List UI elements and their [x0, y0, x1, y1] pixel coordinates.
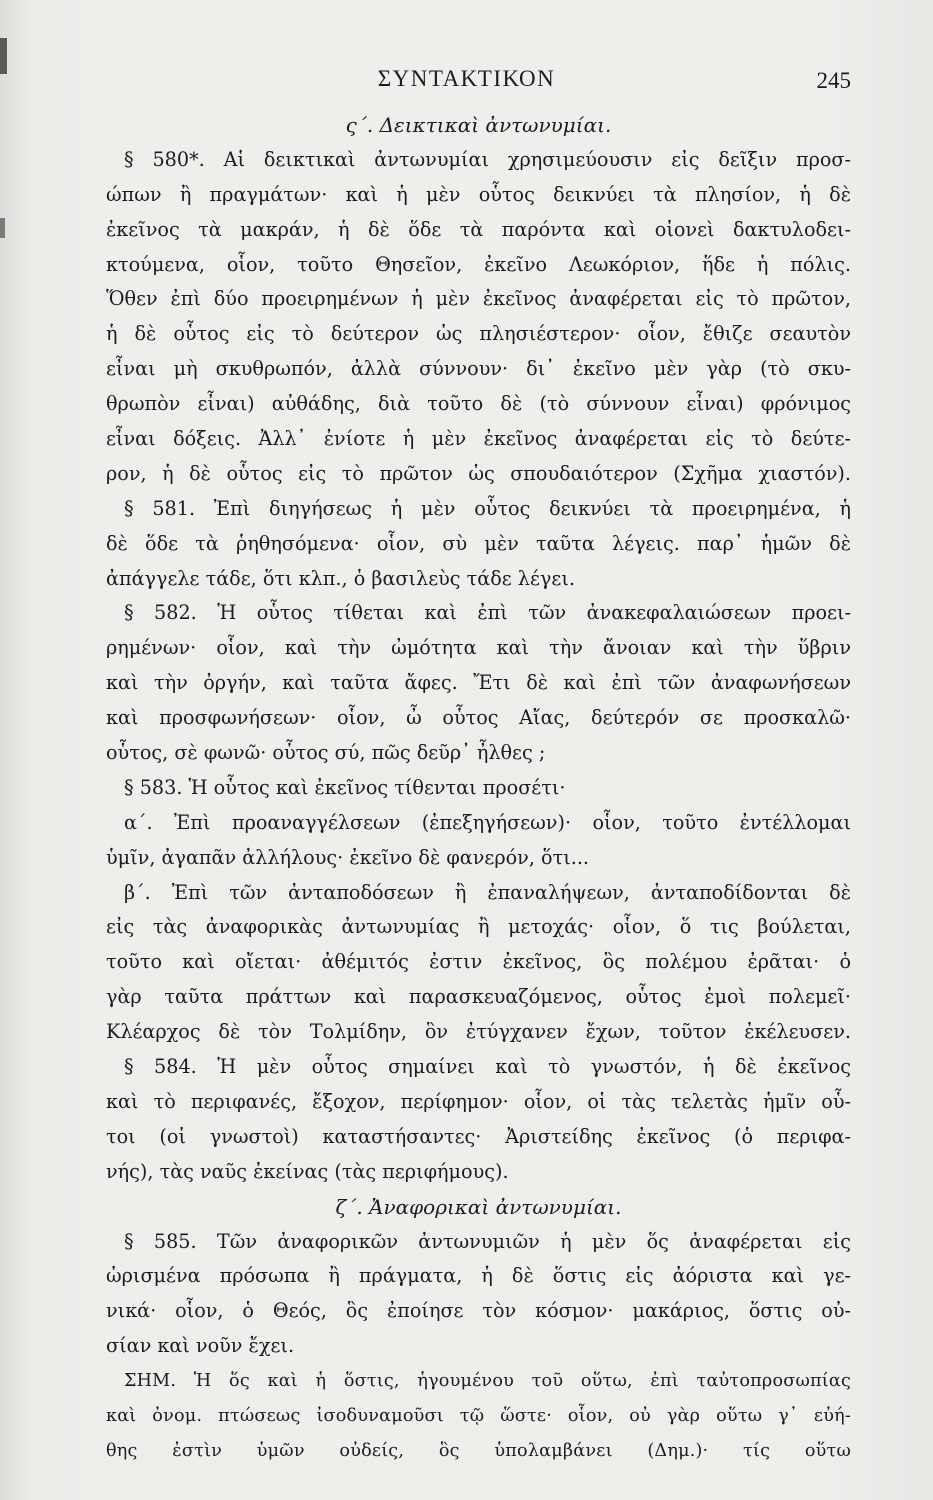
text-line: καὶ προσφωνήσεων· οἷον, ὦ οὗτος Αἴας, δεύτερόν σε προσκαλῶ·	[106, 706, 851, 730]
text-line: νής), τὰς ναῦς ἐκείνας (τὰς περιφήμους).	[106, 1159, 509, 1183]
text-line: ὡρισμένα πρόσωπα ἢ πράγματα, ἡ δὲ ὅστις εἰς ἀόριστα καὶ γε-	[106, 1264, 851, 1288]
page-number: 245	[816, 68, 851, 93]
text-line: τοι (οἱ γνωστοὶ) καταστήσαντες· Ἀριστείδης ἐκεῖνος (ὁ περιφα-	[106, 1124, 851, 1148]
text-line: εἶναι δόξεις. Ἀλλ᾽ ἐνίοτε ἡ μὲν ἐκεῖνος ἀναφέρεται εἰς τὸ δεύτε-	[106, 427, 851, 451]
text-line: ώπων ἢ πραγμάτων· καὶ ἡ μὲν οὗτος δεικνύει τὰ πλησίον, ἡ δὲ	[106, 182, 851, 206]
text-line: § 585. Τῶν ἀναφορικῶν ἀντωνυμιῶν ἡ μὲν ὅς ἀναφέρεται εἰς	[124, 1229, 851, 1253]
text-line: σίαν καὶ νοῦν ἔχει.	[106, 1334, 295, 1358]
text-line: ἡ δὲ οὗτος εἰς τὸ δεύτερον ὡς πλησιέστερον· οἷον, ἔθιζε σεαυτὸν	[106, 322, 851, 346]
text-line: οὗτος, σὲ φωνῶ· οὗτος σύ, πῶς δεῦρ᾽ ἦλθες ;	[106, 741, 546, 765]
text-line: κτούμενα, οἷον, τοῦτο Θησεῖον, ἐκεῖνο Λεωκόριον, ἥδε ἡ πόλις.	[106, 252, 851, 276]
text-line: β΄. Ἐπὶ τῶν ἀνταποδόσεων ἢ ἐπαναλήψεων, ἀνταποδίδονται δὲ	[124, 880, 851, 904]
text-line: τοῦτο καὶ οἴεται· ἀθέμιτός ἐστιν ἐκεῖνος, ὃς πολέμου ἐρᾶται· ὁ	[106, 950, 851, 974]
note-line: θης ἐστὶν ὑμῶν οὐδείς, ὃς ὑπολαμβάνει (Δημ.)· τίς οὕτω	[106, 1440, 851, 1461]
text-line: α΄. Ἐπὶ προαναγγέλσεων (ἐπεξηγήσεων)· οἷον, τοῦτο ἐντέλλομαι	[124, 810, 851, 834]
text-line: Ὅθεν ἐπὶ δύο προειρημένων ἡ μὲν ἐκεῖνος ἀναφέρεται εἰς τὸ πρῶτον,	[106, 287, 851, 311]
text-line: ρημένων· οἷον, καὶ τὴν ὠμότητα καὶ τὴν ἄνοιαν καὶ τὴν ὕβριν	[106, 636, 851, 660]
text-line: θρωπὸν εἶναι) αὐθάδης, διὰ τοῦτο δὲ (τὸ σύννουν εἶναι) φρόνιμος	[106, 392, 851, 416]
text-line: § 584. Ἡ μὲν οὗτος σημαίνει καὶ τὸ γνωστόν, ἡ δὲ ἐκεῖνος	[124, 1055, 851, 1079]
section-heading: ς΄. Δεικτικαὶ ἀντωνυμίαι.	[345, 113, 612, 137]
text-line: § 582. Ἡ οὗτος τίθεται καὶ ἐπὶ τῶν ἀνακεφαλαιώσεων προει-	[124, 601, 851, 625]
text-line: καὶ τὴν ὀργήν, καὶ ταῦτα ἄφες. Ἔτι δὲ καὶ ἐπὶ τῶν ἀναφωνήσεων	[106, 671, 851, 695]
running-title: ΣΥΝΤΑΚΤΙΚΟΝ	[377, 66, 556, 91]
text-line: γὰρ ταῦτα πράττων καὶ παρασκευαζόμενος, οὗτος ἐμοὶ πολεμεῖ·	[106, 985, 851, 1009]
text-line: ὑμῖν, ἀγαπᾶν ἀλλήλους· ἐκεῖνο δὲ φανερόν, ὅτι...	[106, 845, 590, 869]
section-heading: ζ΄. Ἀναφορικαὶ ἀντωνυμίαι.	[335, 1194, 622, 1219]
text-line: νικά· οἷον, ὁ Θεός, ὃς ἐποίησε τὸν κόσμον· μακάριος, ὅστις οὐ-	[106, 1299, 851, 1323]
text-line: εἶναι μὴ σκυθρωπόν, ἀλλὰ σύννουν· δι᾽ ἐκεῖνο μὲν γὰρ (τὸ σκυ-	[106, 357, 851, 381]
note-line: καὶ ὀνομ. πτώσεως ἰσοδυναμοῦσι τῷ ὥστε· οἷον, οὐ γὰρ οὕτω γ᾽ εὐή-	[106, 1405, 851, 1426]
text-line: § 583. Ἡ οὗτος καὶ ἐκεῖνος τίθενται προσέτι·	[124, 775, 566, 799]
text-line: ἀπάγγελε τάδε, ὅτι κλπ., ὁ βασιλεὺς τάδε λέγει.	[106, 566, 575, 590]
text-line: § 581. Ἐπὶ διηγήσεως ἡ μὲν οὗτος δεικνύει τὰ προειρημένα, ἡ	[124, 496, 851, 520]
page-header	[0, 66, 933, 100]
text-line: καὶ τὸ περιφανές, ἔξοχον, περίφημον· οἷον, οἱ τὰς τελετὰς ἡμῖν οὗ-	[106, 1089, 851, 1113]
text-line: § 580*. Αἱ δεικτικαὶ ἀντωνυμίαι χρησιμεύουσιν εἰς δεῖξιν προσ-	[124, 147, 851, 171]
note-line: ΣΗΜ. Ἡ ὅς καὶ ἡ ὅστις, ἡγουμένου τοῦ οὕτω, ἐπὶ ταὐτοπροσωπίας	[124, 1371, 851, 1392]
text-line: Κλέαρχος δὲ τὸν Τολμίδην, ὃν ἐτύγχανεν ἔχων, τοῦτον ἐκέλευσεν.	[106, 1020, 851, 1044]
text-line: εἰς τὰς ἀναφορικὰς ἀντωνυμίας ἢ μετοχάς· οἷον, ὅ τις βούλεται,	[106, 915, 851, 939]
text-line: ἐκεῖνος τὰ μακράν, ἡ δὲ ὅδε τὰ παρόντα καὶ οἱονεὶ δακτυλοδει-	[106, 217, 851, 241]
text-line: ρον, ἡ δὲ οὗτος εἰς τὸ πρῶτον ὡς σπουδαιότερον (Σχῆμα χιαστόν).	[106, 461, 851, 485]
page-body	[106, 108, 851, 1469]
binding-mark	[0, 218, 5, 238]
text-line: δὲ ὅδε τὰ ῥηθησόμενα· οἷον, σὺ μὲν ταῦτα λέγεις. παρ᾽ ἡμῶν δὲ	[106, 531, 851, 555]
